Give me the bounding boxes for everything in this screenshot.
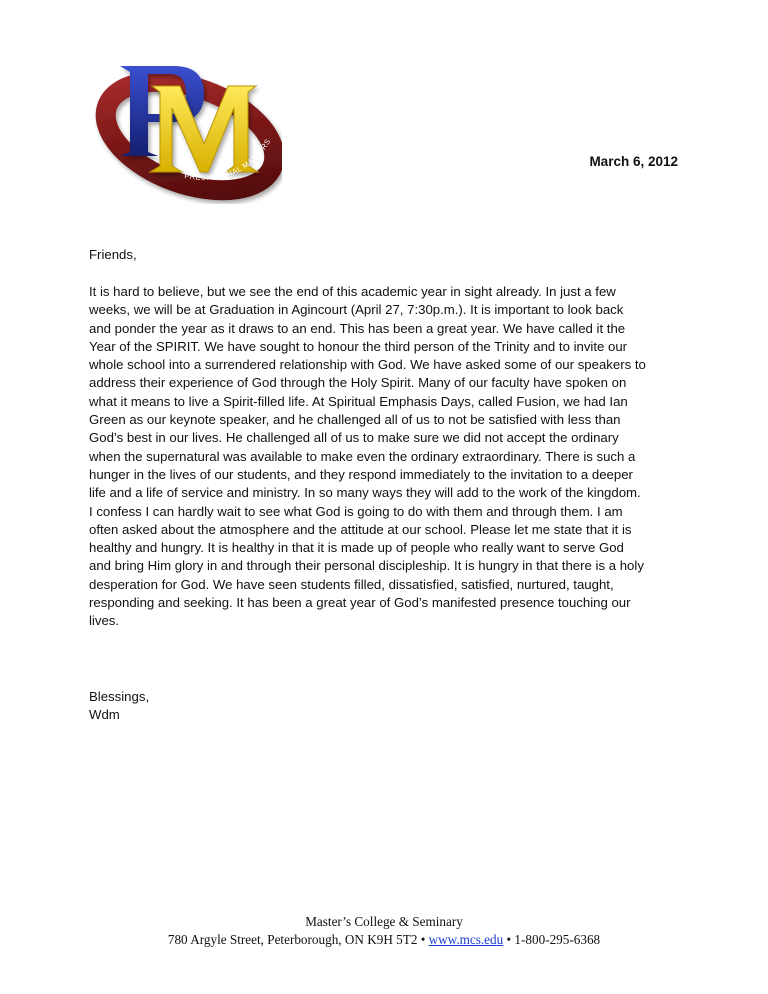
letter-signature: Wdm (89, 707, 120, 722)
letter-greeting: Friends, (89, 247, 137, 262)
logo-graphic (92, 56, 282, 204)
letter-date: March 6, 2012 (589, 154, 678, 169)
footer-website-link[interactable]: www.mcs.edu (428, 932, 504, 947)
logo-ring-text: PRESIDENTIAL MATTERS (183, 136, 273, 182)
footer-institution: Master’s College & Seminary (305, 914, 463, 929)
footer-contact (0, 932, 768, 948)
letter-body: It is hard to believe, but we see the end of this academic year in sight already. In just a few weeks, we will be at Graduation in Agincourt (April 27, 7:30p.m.). It is important to look back and ponder the year as it draws to an end. This has been a great year. We have called it the Year of the SPIRIT. We have sought to honour the third person of the Trinity and to invite our whole school into a surrendered relationship with God. We have asked some of our speakers to address their experience of God through the Holy Spirit. Many of our faculty have spoken on what it means to live a Spirit-filled life. At Spiritual Emphasis Days, called Fusion, we had Ian Green as our keynote speaker, and he challenged all of us to not be satisfied with less than God’s best in our lives. He challenged all of us to make sure we did not accept the ordinary when the supernatural was available to make even the ordinary extraordinary. There is such a hunger in the lives of our students, and they respond immediately to the invitation to a deeper life and a life of service and ministry. In so many ways they will add to the work of the kingdom. I confess I can hardly wait to see what God is going to do with them and through them. I am often asked about the atmosphere and the attitude at our school. Please let me state that it is healthy and hungry. It is healthy in that it is made up of people who really want to serve God and bring Him glory in and through their personal discipleship. It is hungry in that there is a holy desperation for God. We have seen students filled, dissatisfied, satisfied, nurtured, taught, responding and seeking. It has been a great year of God’s manifested presence touching our lives. (89, 284, 646, 629)
presidential-matters-logo (92, 56, 282, 204)
letter-closing: Blessings, (89, 689, 150, 704)
footer-address: 780 Argyle Street, Peterborough, ON K9H 5T2 • (167, 932, 426, 947)
footer-phone: • 1-800-295-6368 (506, 932, 601, 947)
